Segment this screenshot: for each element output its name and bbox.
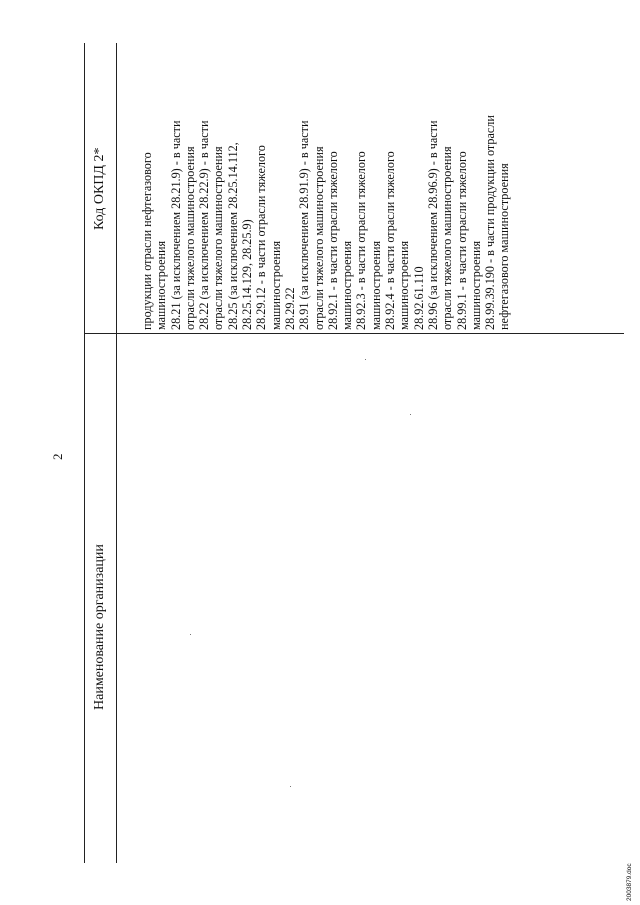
table-column-divider — [84, 333, 624, 334]
scan-speck — [365, 359, 366, 360]
code-line: отрасли тяжелого машиностроения — [440, 146, 455, 330]
code-line: 28.92.1 - в части отрасли тяжелого — [325, 151, 340, 330]
code-line: 28.99.1 - в части отрасли тяжелого — [454, 151, 469, 330]
scan-speck — [290, 786, 291, 787]
code-line: 28.25 (за исключением 28.25.14.112, — [225, 142, 240, 330]
scan-speck — [410, 414, 411, 415]
table-header-rule — [116, 43, 117, 863]
code-line: машиностроения — [154, 240, 169, 330]
code-line: 28.21 (за исключением 28.21.9) - в части — [168, 120, 183, 330]
code-line: 28.25.14.129, 28.25.9) — [240, 219, 255, 330]
code-line: нефтегазового машиностроения — [497, 163, 512, 330]
code-line: отрасли тяжелого машиностроения — [311, 146, 326, 330]
code-line: 28.92.61.110 — [411, 266, 426, 330]
column-header-organization: Наименование организации — [92, 544, 107, 710]
column-header-okpd-code: Код ОКПД 2* — [92, 147, 107, 230]
code-line: 28.22 (за исключением 28.22.9) - в части — [197, 120, 212, 330]
code-line: машиностроения — [340, 240, 355, 330]
document-filename-footer: 2003879.doc — [626, 863, 633, 901]
code-line: машиностроения — [368, 240, 383, 330]
code-line: 28.96 (за исключением 28.96.9) - в части — [425, 120, 440, 330]
code-line: 28.29.22 — [282, 287, 297, 330]
code-line: 28.99.39.190 - в части продукции отрасли — [483, 115, 498, 330]
code-line: 28.92.3 - в части отрасли тяжелого — [354, 151, 369, 330]
code-line: машиностроения — [397, 240, 412, 330]
code-line: 28.92.4 - в части отрасли тяжелого — [383, 151, 398, 330]
code-line: отрасли тяжелого машиностроения — [211, 146, 226, 330]
scan-speck — [190, 634, 191, 635]
code-line: продукции отрасли нефтегазового — [140, 152, 154, 330]
code-line: машиностроения — [268, 240, 283, 330]
table-top-rule — [84, 43, 85, 863]
page-number: 2 — [50, 453, 65, 460]
code-line: машиностроения — [468, 240, 483, 330]
code-line: отрасли тяжелого машиностроения — [182, 146, 197, 330]
okpd-code-cell — [140, 30, 512, 330]
code-line: 28.29.12 - в части отрасли тяжелого — [254, 145, 269, 330]
code-line: 28.91 (за исключением 28.91.9) - в части — [297, 120, 312, 330]
